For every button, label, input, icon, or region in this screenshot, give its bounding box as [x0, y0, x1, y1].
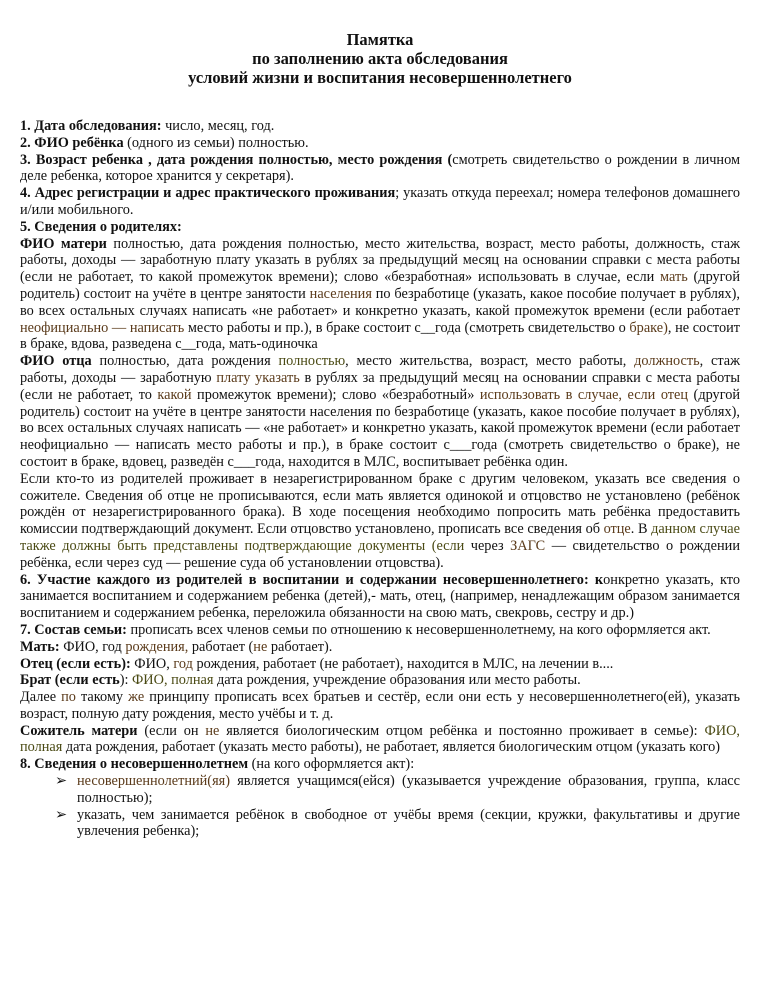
text-segment: дата рождения, работает (указать место работы), не работает, является биологическим отцом (указать кого) — [62, 739, 721, 756]
text-segment: (другой родитель) состоит на учёте в центре занятости — [20, 269, 740, 302]
highlighted-segment: мать — [660, 269, 688, 286]
text-segment: Далее — [20, 689, 62, 706]
text-segment: в рублях за предыдущий месяц на основании справки с места работы (если не работает, то — [20, 369, 740, 403]
item-heading: 5. Сведения о родителях: — [20, 218, 182, 235]
item-text: (одного из семьи) полностью. — [123, 134, 309, 151]
text-segment: ): — [119, 672, 132, 689]
line-heading: Мать: — [20, 638, 60, 655]
highlighted-segment: рождения, — [125, 638, 189, 655]
highlighted-segment: населения — [309, 285, 372, 302]
item-4 — [20, 185, 740, 219]
family-father-line — [20, 656, 740, 673]
highlighted-segment: по — [61, 689, 76, 706]
text-segment: промежуток времени); слово «безработный» — [191, 386, 480, 403]
highlighted-segment: использовать в случае, если отец — [479, 386, 689, 403]
highlighted-segment: несовершеннолетний(яя) — [77, 773, 230, 790]
text-segment: является биологическим отцом ребёнка и постоянно проживает в семье): — [219, 722, 705, 739]
highlighted-segment: браке) — [629, 319, 668, 336]
text-segment: рождения, работает (не работает), находится в МЛС, на лечении в.... — [192, 655, 614, 672]
highlighted-segment: не — [253, 638, 268, 655]
highlighted-segment: же — [128, 689, 145, 706]
item-text: ; указать откуда переехал; номера телефонов домашнего и/или мобильного. — [20, 185, 740, 218]
title-line: по заполнению акта обследования — [252, 49, 508, 68]
item-8 — [20, 756, 740, 773]
text-segment: ФИО, год — [59, 638, 126, 655]
text-segment: полностью, дата рождения полностью, место жительства, возраст, место работы, должность, стаж работы, доходы — заработную плату указать в рублях за предыдущий месяц на основании справки с места работы (если не работает, то какой промежуток времени); слово «безработная» использовать в случае, если — [20, 235, 740, 286]
text-segment: работает). — [267, 638, 333, 655]
item-text: (на кого оформляется акт): — [248, 756, 415, 773]
item-2 — [20, 135, 740, 152]
highlighted-segment: ФИО, полная — [132, 672, 214, 689]
text-segment: по безработице (указать, какое пособие получает в рублях), во всех остальных случаях написать «не работает» и конкретно указать, какой промежуток времени (если работает — [20, 285, 740, 319]
item-1 — [20, 118, 740, 135]
paragraph-heading: ФИО отца — [20, 353, 92, 370]
highlighted-segment: ЗАГС — [510, 537, 546, 554]
item-3 — [20, 152, 740, 186]
family-further-line — [20, 689, 740, 723]
minor-info-list — [20, 773, 740, 840]
family-brother-line — [20, 672, 740, 689]
text-segment: место работы и пр.), в браке состоит с__года (смотреть свидетельство о — [184, 319, 630, 336]
item-heading: 1. Дата обследования: — [20, 118, 162, 134]
item-text: число, месяц, год. — [161, 118, 275, 134]
item-text: прописать всех членов семьи по отношению к несовершеннолетнему, на кого оформляется акт. — [126, 621, 711, 638]
title-line: условий жизни и воспитания несовершеннолетнего — [188, 68, 572, 87]
item-heading: 4. Адрес регистрации и адрес практического проживания — [20, 185, 396, 202]
item-heading: 3. Возраст ребенка , дата рождения полностью, место рождения ( — [20, 151, 453, 168]
text-segment: дата рождения, учреждение образования или место работы. — [213, 672, 581, 689]
list-item — [55, 806, 740, 841]
highlighted-segment: какой — [157, 386, 192, 403]
list-item — [55, 773, 740, 807]
text-segment: ФИО, — [130, 655, 174, 672]
text-segment: , стаж работы, доходы — заработную — [20, 353, 741, 386]
document-title — [20, 30, 740, 87]
item-text: онкретно указать, кто занимается воспитанием и содержанием ребенка (детей),- мать, отец, (например, ненадлежащим образом занимается воспитанием и содержанием ребенка, переложила обязанности на свою мать, свекровь, сестру и др.) — [20, 571, 740, 622]
text-segment: — свидетельство о рождении ребёнка, если через суд — решение суда об установлении отцовства). — [20, 537, 740, 571]
item-heading: 7. Состав семьи: — [20, 621, 127, 638]
text-segment: полностью, дата рождения — [91, 353, 279, 370]
item-heading: 2. ФИО ребёнка — [20, 134, 124, 151]
mother-paragraph — [20, 236, 740, 354]
highlighted-segment: неофициально — написать — [20, 319, 185, 336]
item-6 — [20, 572, 740, 622]
text-segment: , место жительства, возраст, место работы, — [345, 353, 635, 370]
line-heading: Отец (если есть): — [20, 655, 131, 672]
paragraph-heading: ФИО матери — [20, 235, 107, 252]
highlighted-segment: ФИО, полная — [20, 722, 740, 756]
text-segment: такому — [75, 689, 129, 706]
highlighted-segment: данном случае также должны быть представлены подтверждающие документы (если — [20, 521, 740, 554]
text-segment: , не состоит в браке, вдова, разведена с__года, мать-одиночка — [20, 319, 741, 353]
text-segment: (если он — [137, 722, 206, 739]
highlighted-segment: год — [173, 655, 193, 672]
cohabitation-paragraph — [20, 471, 740, 572]
text-segment: является учащимся(ейся) (указывается учреждение образования, группа, класс полностью); — [77, 773, 740, 806]
line-heading: Сожитель матери — [20, 722, 138, 739]
family-cohabitant-line — [20, 723, 740, 757]
highlighted-segment: плату указать — [216, 369, 300, 386]
text-segment: Если кто-то из родителей проживает в незарегистрированном браке с другим человеком, указать все сведения о сожителе. Сведения об отце не прописываются, если мать является одинокой и отцовство не установлено (ребёнок рождён от незарегистрированного брака). В ходе посещения необходимо попросить мать ребёнка предоставить комиссии подтверждающий документ. Если отцовство установлено, прописать все сведения об — [20, 470, 740, 538]
highlighted-segment: должность — [634, 353, 700, 370]
arrow-bullet-icon: ➢ — [55, 773, 67, 790]
highlighted-segment: не — [205, 722, 220, 739]
title-line: Памятка — [346, 30, 414, 49]
document-body — [20, 118, 740, 840]
text-segment: через — [464, 537, 511, 554]
item-heading: 6. Участие каждого из родителей в воспитании и содержании несовершеннолетнего: к — [20, 571, 604, 588]
text-segment: указать, чем занимается ребёнок в свободное от учёбы время (секции, кружки, факультативы и другие увлечения ребенка); — [77, 806, 740, 840]
text-segment: принципу прописать всех братьев и сестёр, если они есть у несовершеннолетнего(ей), указать возраст, полную дату рождения, место учёбы и т. д. — [20, 689, 740, 722]
item-text: смотреть свидетельство о рождении в личном деле ребенка, которое хранится у секретаря). — [20, 151, 740, 185]
father-paragraph — [20, 353, 740, 471]
item-heading: 8. Сведения о несовершеннолетнем — [20, 756, 249, 773]
text-segment: (другой родитель) состоит на учёте в центре занятости населения по безработице (указать, какое пособие получает в рублях), во всех остальных случаях написать — «не работает» и конкретно указать, какой промежуток времени (если работает неофициально — написать место работы и пр.), в браке состоит с___года (смотреть свидетельство о браке), не состоит в браке, вдовец, разведён с___года, находится в МЛС, воспитывает ребёнка один. — [20, 386, 741, 470]
highlighted-segment: отце — [603, 521, 631, 538]
family-mother-line — [20, 639, 740, 656]
item-7 — [20, 622, 740, 639]
text-segment: работает ( — [188, 638, 254, 655]
line-heading: Брат (если есть — [20, 672, 120, 689]
item-5 — [20, 219, 740, 236]
highlighted-segment: полностью — [278, 353, 346, 370]
arrow-bullet-icon: ➢ — [55, 806, 67, 823]
text-segment: . В — [630, 521, 652, 538]
